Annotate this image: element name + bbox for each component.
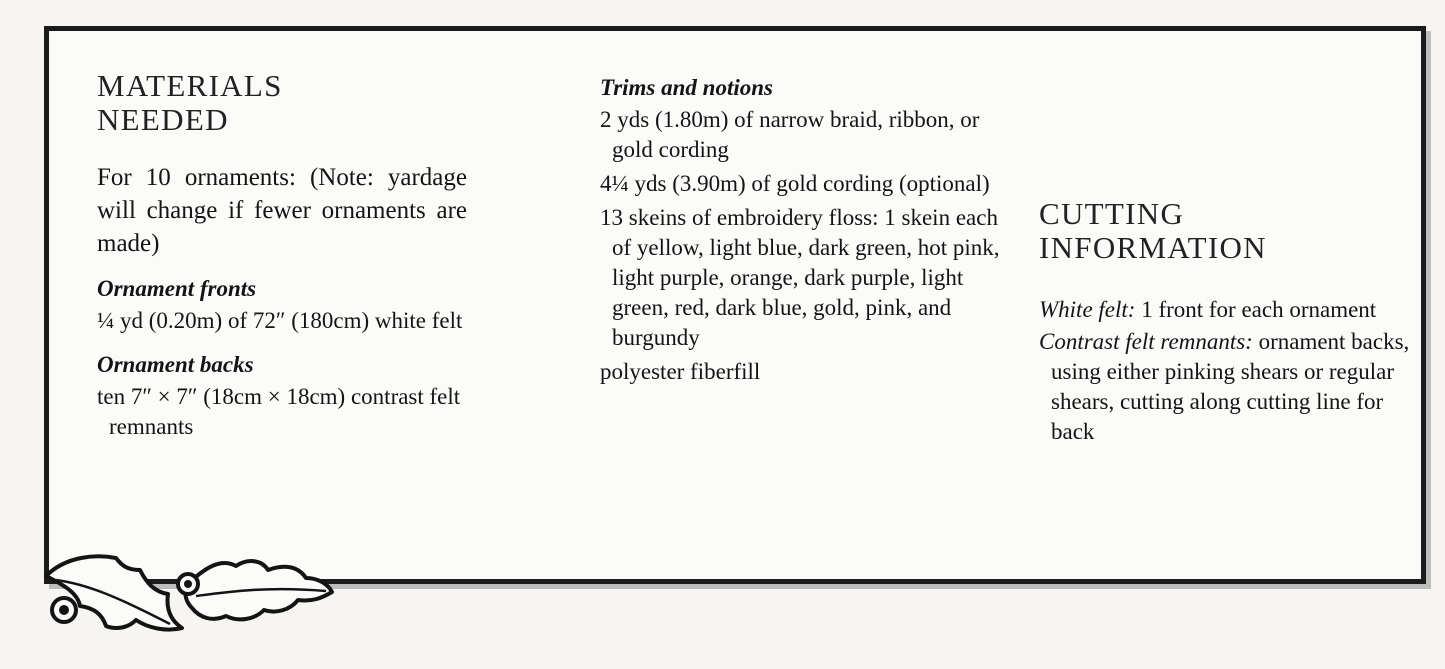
materials-column	[97, 69, 467, 446]
materials-heading	[97, 69, 467, 137]
contrast-felt-label: Contrast felt remnants:	[1039, 329, 1253, 354]
materials-heading-line1: MATERIALS	[97, 68, 283, 103]
ornament-backs-text: ten 7″ × 7″ (18cm × 18cm) contrast felt remnants	[97, 384, 461, 439]
materials-intro: For 10 ornaments: (Note: yardage will change if fewer ornaments are made)	[97, 164, 467, 257]
trims-item: 4¼ yds (3.90m) of gold cording (optional)	[600, 171, 990, 196]
holly-icon	[36, 536, 336, 646]
contrast-felt-item	[1039, 327, 1419, 447]
cutting-heading-line1: CUTTING	[1039, 196, 1185, 231]
ornament-backs-title: Ornament backs	[97, 352, 254, 377]
trims-item: 13 skeins of embroidery floss: 1 skein each of yellow, light blue, dark green, hot pink, light purple, orange, dark purple, light green, red, dark blue, gold, pink, and burgundy	[600, 205, 1000, 350]
white-felt-text: 1 front for each ornament	[1141, 297, 1377, 322]
trims-item: 2 yds (1.80m) of narrow braid, ribbon, or gold cording	[600, 107, 980, 162]
contrast-felt-text: ornament backs, using either pinking shears or regular shears, cutting along cutting line for back	[1051, 329, 1410, 444]
trims-title: Trims and notions	[600, 75, 773, 100]
materials-heading-line2: NEEDED	[97, 102, 229, 137]
ornament-fronts-title: Ornament fronts	[97, 276, 257, 301]
white-felt-item	[1039, 295, 1419, 325]
cutting-column	[1039, 197, 1419, 449]
cutting-heading	[1039, 197, 1419, 265]
trims-item: polyester fiberfill	[600, 359, 761, 384]
trims-column	[600, 73, 1000, 391]
cutting-heading-line2: INFORMATION	[1039, 230, 1267, 265]
ornament-fronts-text: ¼ yd (0.20m) of 72″ (180cm) white felt	[97, 308, 463, 333]
materials-box	[44, 26, 1426, 584]
white-felt-label: White felt:	[1039, 297, 1136, 322]
